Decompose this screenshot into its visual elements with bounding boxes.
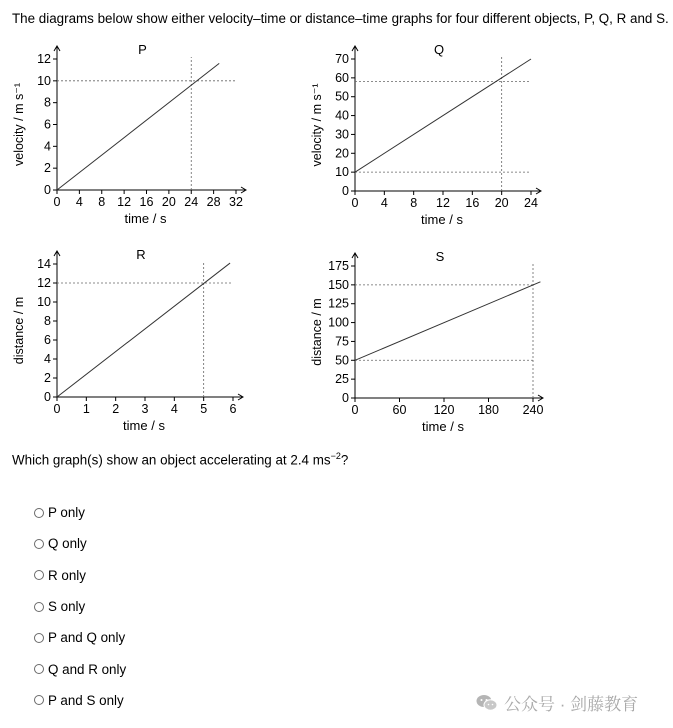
chart-r xyxy=(12,247,243,433)
x-tick-label: 24 xyxy=(184,195,199,209)
chart-title: R xyxy=(136,247,146,262)
data-line xyxy=(355,282,540,360)
x-tick-label: 60 xyxy=(392,403,407,417)
x-tick-label: 12 xyxy=(436,196,450,210)
x-tick-label: 2 xyxy=(112,402,120,416)
radio-button[interactable] xyxy=(34,633,44,643)
y-tick-label: 50 xyxy=(335,89,349,104)
y-tick-label: 4 xyxy=(44,139,51,154)
y-tick-label: 0 xyxy=(44,183,51,197)
y-axis-label: distance / m xyxy=(12,296,26,365)
question-prefix: Which graph(s) show an object accelerating at 2.4 ms xyxy=(12,452,331,468)
y-tick-label: 175 xyxy=(328,259,349,273)
y-axis-label: velocity / m s⁻¹ xyxy=(12,83,26,166)
y-axis-label: velocity / m s⁻¹ xyxy=(310,83,324,167)
x-tick-label: 20 xyxy=(494,196,509,210)
y-tick-label: 0 xyxy=(342,391,349,405)
radio-button[interactable] xyxy=(34,602,44,612)
y-tick-label: 2 xyxy=(44,161,51,176)
y-tick-label: 125 xyxy=(328,296,349,311)
option-label: P and S only xyxy=(48,692,124,708)
y-tick-label: 75 xyxy=(335,334,349,349)
option-q-only[interactable] xyxy=(34,528,126,559)
y-tick-label: 14 xyxy=(37,257,51,271)
x-tick-label: 24 xyxy=(524,196,538,210)
y-tick-label: 6 xyxy=(44,117,51,132)
x-tick-label: 20 xyxy=(161,195,176,209)
y-tick-label: 2 xyxy=(44,371,51,385)
radio-button[interactable] xyxy=(34,539,44,549)
option-q-and-r-only[interactable] xyxy=(34,653,126,684)
x-tick-label: 240 xyxy=(522,403,544,417)
chart-q xyxy=(310,42,541,227)
option-label: R only xyxy=(48,567,86,583)
y-tick-label: 30 xyxy=(335,127,349,142)
x-tick-label: 0 xyxy=(53,195,61,209)
y-tick-label: 100 xyxy=(328,315,349,330)
y-tick-label: 25 xyxy=(335,372,349,387)
x-axis-label: time / s xyxy=(422,419,464,434)
y-tick-label: 4 xyxy=(44,352,51,366)
watermark-text: 公众号 · 剑藤教育 xyxy=(504,695,639,714)
y-tick-label: 150 xyxy=(328,277,349,292)
option-p-and-q-only[interactable] xyxy=(34,622,126,653)
data-line xyxy=(355,59,531,172)
x-tick-label: 0 xyxy=(53,402,61,416)
option-r-only[interactable] xyxy=(34,560,126,591)
x-tick-label: 0 xyxy=(351,403,359,417)
y-tick-label: 12 xyxy=(37,276,51,290)
question-suffix: ? xyxy=(340,452,349,468)
x-tick-label: 4 xyxy=(75,195,83,209)
option-label: P only xyxy=(48,505,85,521)
y-axis-label: distance / m xyxy=(310,298,324,366)
chart-title: Q xyxy=(433,42,445,57)
chart-title: S xyxy=(435,249,445,264)
question-text xyxy=(12,451,348,467)
x-axis-label: time / s xyxy=(124,211,167,226)
y-tick-label: 60 xyxy=(335,70,349,85)
option-label: P and Q only xyxy=(48,630,126,646)
option-label: Q and R only xyxy=(48,661,127,677)
chart-s xyxy=(310,249,543,434)
option-label: S only xyxy=(48,599,86,615)
y-tick-label: 10 xyxy=(37,73,51,88)
radio-button[interactable] xyxy=(34,695,44,705)
y-tick-label: 12 xyxy=(37,52,51,66)
x-tick-label: 28 xyxy=(206,195,221,209)
x-tick-label: 120 xyxy=(433,403,455,417)
x-tick-label: 6 xyxy=(229,402,237,416)
x-axis-label: time / s xyxy=(123,418,165,433)
x-tick-label: 3 xyxy=(141,402,149,416)
chart-p xyxy=(12,42,246,226)
data-line xyxy=(57,63,219,190)
option-s-only[interactable] xyxy=(34,591,126,622)
radio-button[interactable] xyxy=(34,664,44,674)
radio-button[interactable] xyxy=(34,570,44,580)
x-axis-label: time / s xyxy=(421,212,463,227)
y-tick-label: 8 xyxy=(44,95,51,110)
x-tick-label: 5 xyxy=(200,402,208,416)
y-tick-label: 0 xyxy=(342,184,349,198)
x-tick-label: 8 xyxy=(98,195,106,209)
x-tick-label: 16 xyxy=(139,195,154,209)
y-tick-label: 20 xyxy=(335,146,349,161)
question-power: −2 xyxy=(330,451,341,461)
watermark xyxy=(476,690,638,715)
chart-title: P xyxy=(138,42,147,57)
y-tick-label: 70 xyxy=(335,52,349,66)
y-tick-label: 8 xyxy=(44,314,51,328)
x-tick-label: 4 xyxy=(380,196,388,210)
answer-options xyxy=(34,497,126,716)
y-tick-label: 50 xyxy=(335,353,349,368)
x-tick-label: 180 xyxy=(478,403,499,417)
x-tick-label: 16 xyxy=(465,196,480,210)
option-p-only[interactable] xyxy=(34,497,126,528)
x-tick-label: 32 xyxy=(229,195,243,209)
y-tick-label: 10 xyxy=(335,165,349,180)
x-tick-label: 1 xyxy=(82,402,90,416)
x-tick-label: 0 xyxy=(351,196,359,210)
option-label: Q only xyxy=(48,536,87,552)
intro-text: The diagrams below show either velocity–time or distance–time graphs for four different objects, P, Q, R and S. xyxy=(12,11,669,26)
x-tick-label: 8 xyxy=(410,196,418,210)
y-tick-label: 0 xyxy=(44,390,51,404)
option-p-and-s-only[interactable] xyxy=(34,685,126,716)
radio-button[interactable] xyxy=(34,508,44,518)
y-tick-label: 6 xyxy=(44,333,51,347)
x-tick-label: 4 xyxy=(170,402,178,416)
x-tick-label: 12 xyxy=(117,195,132,209)
y-tick-label: 40 xyxy=(335,108,349,123)
wechat-icon xyxy=(476,694,498,712)
y-tick-label: 10 xyxy=(37,295,51,309)
